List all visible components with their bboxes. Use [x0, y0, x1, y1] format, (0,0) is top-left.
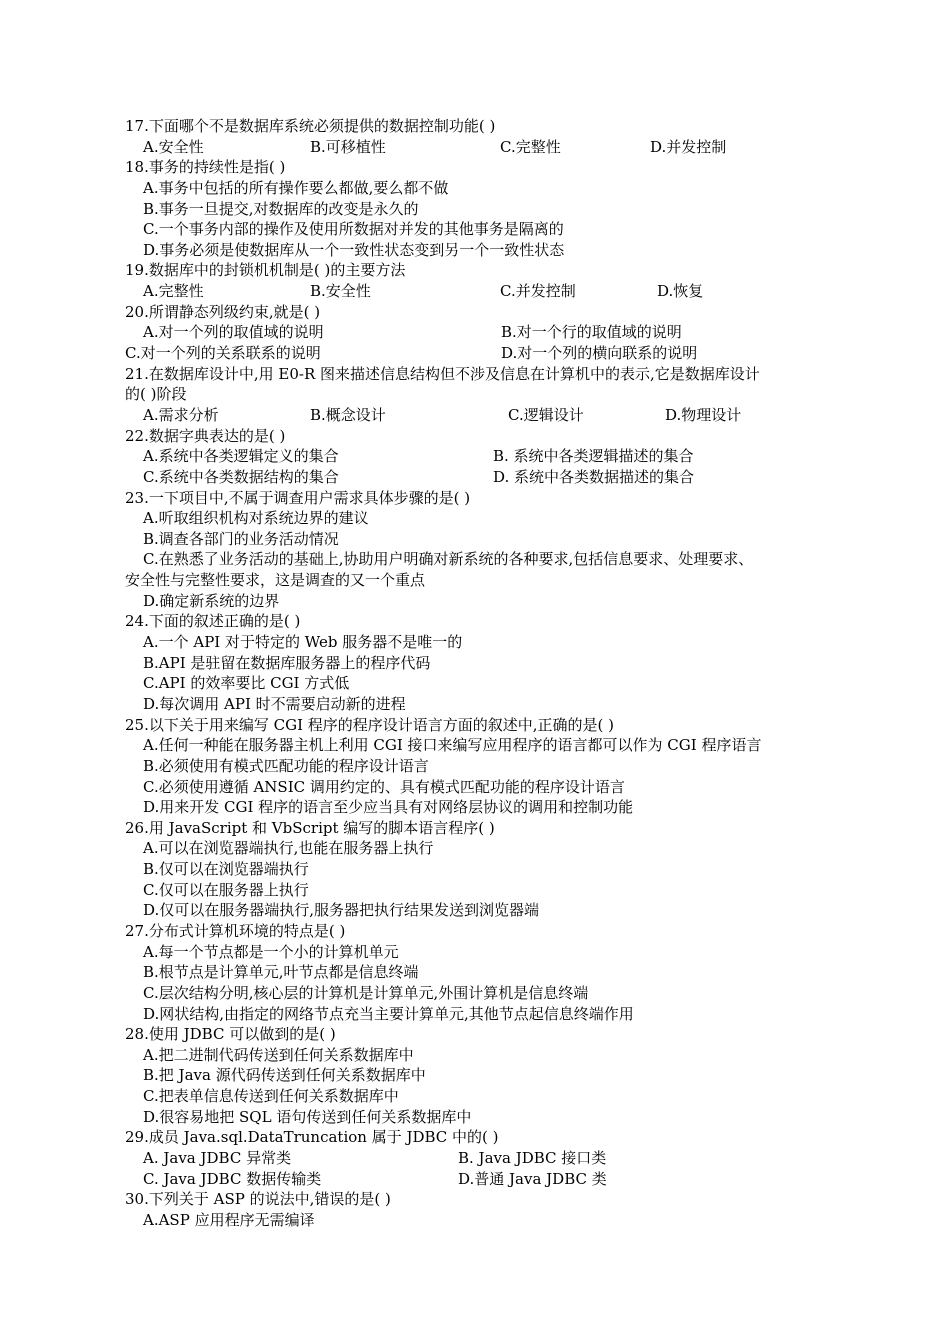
- option-item: A.每一个节点都是一个小的计算机单元: [143, 942, 399, 961]
- option-item: D.很容易地把 SQL 语句传送到任何关系数据库中: [143, 1107, 472, 1126]
- option-row: [125, 1148, 825, 1169]
- option-item: B.API 是驻留在数据库服务器上的程序代码: [143, 653, 431, 672]
- question-stem: 23.一下项目中,不属于调查用户需求具体步骤的是( ): [125, 488, 471, 507]
- option-text: A. Java JDBC 异常类: [143, 1149, 292, 1168]
- option-item: A.事务中包括的所有操作要么都做,要么都不做: [143, 178, 449, 197]
- option-item: B.事务一旦提交,对数据库的改变是永久的: [143, 199, 419, 218]
- question-stem: 22.数据字典表达的是( ): [125, 426, 286, 445]
- question-stem: 24.下面的叙述正确的是( ): [125, 612, 301, 631]
- option-item: C.在熟悉了业务活动的基础上,协助用户明确对新系统的各种要求,包括信息要求、处理要求、: [143, 550, 754, 569]
- option-text: C.并发控制: [500, 282, 576, 301]
- option-item: B.必须使用有模式匹配功能的程序设计语言: [143, 756, 429, 775]
- option-text: D. 系统中各类数据描述的集合: [493, 467, 695, 486]
- option-item: C.API 的效率要比 CGI 方式低: [143, 674, 350, 693]
- question-stem: 26.用 JavaScript 和 VbScript 编写的脚本语言程序( ): [125, 818, 495, 837]
- option-text: C.完整性: [500, 137, 561, 156]
- option-item: B.把 Java 源代码传送到任何关系数据库中: [143, 1066, 426, 1085]
- question-stem: 21.在数据库设计中,用 E0-R 图来描述信息结构但不涉及信息在计算机中的表示,它是数据库设计: [125, 364, 760, 383]
- option-row: [125, 322, 825, 343]
- option-row: [125, 137, 825, 158]
- option-item: D.事务必须是使数据库从一个一致性状态变到另一个一致性状态: [143, 240, 565, 259]
- option-item: D.用来开发 CGI 程序的语言至少应当具有对网络层协议的调用和控制功能: [143, 798, 634, 817]
- option-item: B.调查各部门的业务活动情况: [143, 529, 339, 548]
- option-continued: 安全性与完整性要求，这是调查的又一个重点: [125, 571, 426, 590]
- option-text: C.系统中各类数据结构的集合: [143, 467, 339, 486]
- option-item: B.仅可以在浏览器端执行: [143, 860, 309, 879]
- question-stem: 20.所谓静态列级约束,就是( ): [125, 302, 321, 321]
- option-row: [125, 281, 825, 302]
- question-stem: 28.使用 JDBC 可以做到的是( ): [125, 1025, 336, 1044]
- option-item: A.一个 API 对于特定的 Web 服务器不是唯一的: [143, 633, 463, 652]
- option-item: A.ASP 应用程序无需编译: [143, 1210, 315, 1229]
- question-stem: 18.事务的持续性是指( ): [125, 158, 286, 177]
- option-item: C.把表单信息传送到任何关系数据库中: [143, 1087, 399, 1106]
- question-stem: 25.以下关于用来编写 CGI 程序的程序设计语言方面的叙述中,正确的是( ): [125, 715, 615, 734]
- option-text: A.对一个列的取值域的说明: [143, 323, 324, 342]
- option-text: B.概念设计: [310, 405, 386, 424]
- question-stem: 17.下面哪个不是数据库系统必须提供的数据控制功能( ): [125, 117, 496, 135]
- question-stem: 27.分布式计算机环境的特点是( ): [125, 921, 346, 940]
- option-row: [125, 343, 825, 364]
- option-text: B.安全性: [310, 282, 371, 301]
- option-item: C.必须使用遵循 ANSIC 调用约定的、具有模式匹配功能的程序设计语言: [143, 777, 625, 796]
- option-text: A.完整性: [143, 282, 204, 301]
- option-text: B.对一个行的取值域的说明: [501, 323, 682, 342]
- option-item: D.仅可以在服务器端执行,服务器把执行结果发送到浏览器端: [143, 901, 540, 920]
- option-text: A.安全性: [143, 137, 204, 156]
- option-row: [125, 467, 825, 488]
- option-item: A.可以在浏览器端执行,也能在服务器上执行: [143, 839, 434, 858]
- option-row: [125, 1169, 825, 1190]
- option-text: B.可移植性: [310, 137, 386, 156]
- option-item: A.把二进制代码传送到任何关系数据库中: [143, 1045, 414, 1064]
- option-text: A.需求分析: [143, 405, 219, 424]
- option-text: D.并发控制: [650, 137, 727, 156]
- option-row: [125, 446, 825, 467]
- option-text: B. 系统中各类逻辑描述的集合: [493, 447, 694, 466]
- question-stem: 19.数据库中的封锁机机制是( )的主要方法: [125, 261, 406, 280]
- option-text: D.恢复: [657, 282, 704, 301]
- option-row: [125, 405, 825, 426]
- option-item: C.仅可以在服务器上执行: [143, 880, 309, 899]
- option-text: C.对一个列的关系联系的说明: [125, 344, 321, 363]
- question-stem-continued: 的( )阶段: [125, 385, 187, 404]
- option-item: D.每次调用 API 时不需要启动新的进程: [143, 694, 406, 713]
- option-item: B.根节点是计算单元,叶节点都是信息终端: [143, 963, 419, 982]
- question-stem: 29.成员 Java.sql.DataTruncation 属于 JDBC 中的( ): [125, 1128, 499, 1147]
- option-text: D.对一个列的横向联系的说明: [501, 344, 698, 363]
- option-text: B. Java JDBC 接口类: [458, 1149, 607, 1168]
- question-list: [125, 116, 825, 1231]
- option-item: C.层次结构分明,核心层的计算机是计算单元,外围计算机是信息终端: [143, 983, 589, 1002]
- option-item: A.听取组织机构对系统边界的建议: [143, 509, 369, 528]
- option-item: D.网状结构,由指定的网络节点充当主要计算单元,其他节点起信息终端作用: [143, 1004, 634, 1023]
- option-text: C. Java JDBC 数据传输类: [143, 1169, 322, 1188]
- option-text: D.普通 Java JDBC 类: [458, 1169, 607, 1188]
- option-item: D.确定新系统的边界: [143, 591, 280, 610]
- option-item: A.任何一种能在服务器主机上利用 CGI 接口来编写应用程序的语言都可以作为 CGI 程序语言: [143, 736, 762, 755]
- option-item: C.一个事务内部的操作及使用所数据对并发的其他事务是隔离的: [143, 220, 564, 239]
- question-stem: 30.下列关于 ASP 的说法中,错误的是( ): [125, 1190, 391, 1209]
- option-text: C.逻辑设计: [508, 405, 584, 424]
- option-text: A.系统中各类逻辑定义的集合: [143, 447, 339, 466]
- option-text: D.物理设计: [665, 405, 742, 424]
